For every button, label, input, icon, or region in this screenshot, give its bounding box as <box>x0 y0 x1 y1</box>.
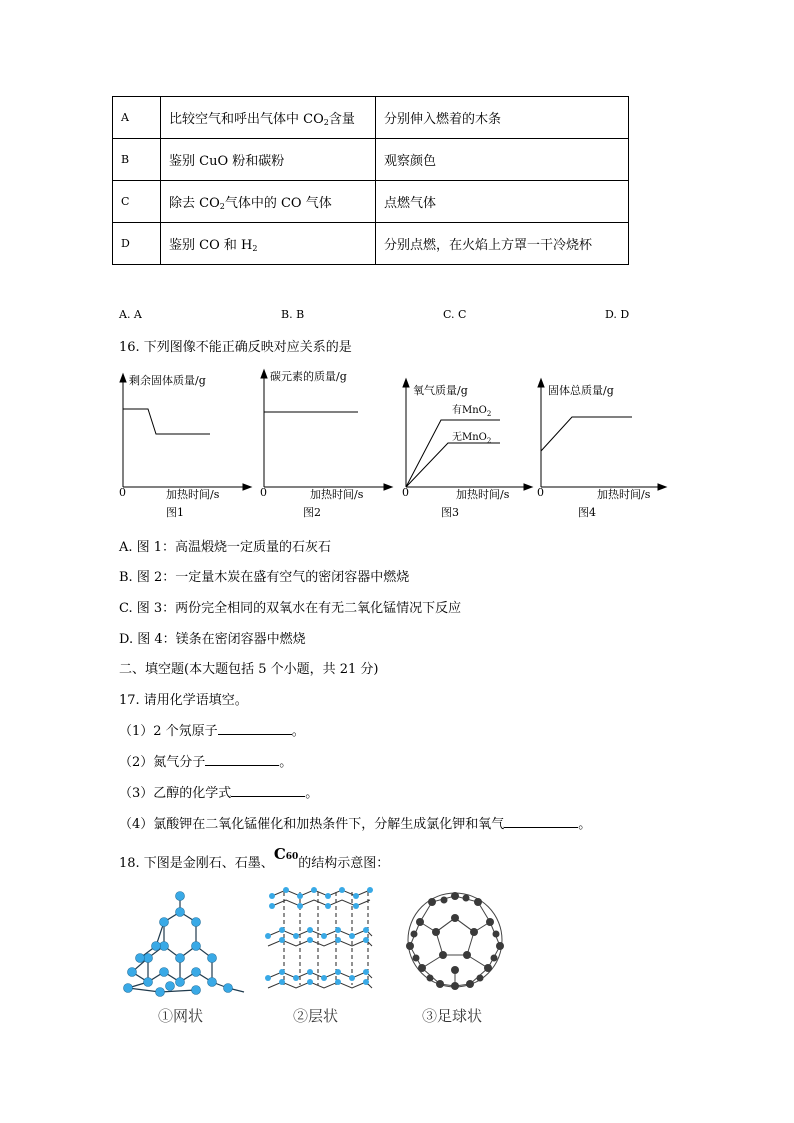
row-label: A <box>113 97 161 139</box>
answer-blank[interactable] <box>218 722 292 735</box>
g3-label-without-mno2: 无MnO$_2$ <box>452 432 492 445</box>
table-row <box>113 181 629 223</box>
q18-stem: 18. 下图是金刚石、石墨、$C^{60}$的结构示意图： <box>119 845 390 871</box>
row-label: B <box>113 139 161 181</box>
q17-stem: 17. 请用化学语填空。 <box>119 693 248 708</box>
q16-option-d[interactable]: D. 图 4：镁条在密闭容器中燃烧 <box>119 632 306 647</box>
q16-option-b[interactable]: B. 图 2：一定量木炭在盛有空气的密闭容器中燃烧 <box>119 570 410 585</box>
q16-option-c[interactable]: C. 图 3：两份完全相同的双氧水在有无二氧化锰情况下反应 <box>119 601 462 616</box>
graphite-structure <box>265 887 373 988</box>
table-row <box>113 97 629 139</box>
g3-caption: 图3 <box>441 506 459 519</box>
row-item: 除去 $CO_2$气体中的 CO 气体 <box>161 181 376 223</box>
diamond-structure <box>124 892 245 997</box>
row-item: 比较空气和呼出气体中 $CO_2$含量 <box>161 97 376 139</box>
q16-stem: 16. 下列图像不能正确反映对应关系的是 <box>119 340 352 355</box>
q17-item-3: （3）乙醇的化学式 。 <box>119 786 319 801</box>
table-row <box>113 139 629 181</box>
caption-c60: ③足球状 <box>422 1007 483 1025</box>
g2-xlabel: 加热时间/s <box>310 488 364 501</box>
q17-item-4: （4）氯酸钾在二氧化锰催化和加热条件下，分解生成氯化钾和氧气 。 <box>119 817 592 832</box>
row-item: 鉴别 CuO 粉和碳粉 <box>161 139 376 181</box>
q17-item-1: （1）2 个氖原子 。 <box>119 724 305 739</box>
g1-xlabel: 加热时间/s <box>166 488 220 501</box>
q16-option-a[interactable]: A. 图 1：高温煅烧一定质量的石灰石 <box>119 540 332 555</box>
row-label: D <box>113 223 161 265</box>
g1-origin: 0 <box>119 486 126 499</box>
q15-choice-c[interactable]: C. C <box>443 308 467 321</box>
g1-caption: 图1 <box>166 506 184 519</box>
q15-options-table <box>112 96 629 265</box>
g4-ylabel: 固体总质量/g <box>548 384 614 397</box>
g3-label-with-mno2: 有MnO$_2$ <box>452 405 492 418</box>
g2-ylabel: 碳元素的质量/g <box>270 370 347 383</box>
g3-origin: 0 <box>402 486 409 499</box>
g1-ylabel: 剩余固体质量/g <box>129 374 206 387</box>
answer-blank[interactable] <box>504 815 578 828</box>
g4-xlabel: 加热时间/s <box>597 488 651 501</box>
carbon-structures <box>0 880 794 1030</box>
row-method: 分别点燃，在火焰上方罩一干冷烧杯 <box>376 223 629 265</box>
section-heading: 二、填空题(本大题包括 5 个小题，共 21 分) <box>119 662 379 677</box>
row-label: C <box>113 181 161 223</box>
g4-origin: 0 <box>537 486 544 499</box>
q17-item-2: （2）氮气分子 。 <box>119 755 293 770</box>
answer-blank[interactable] <box>205 753 279 766</box>
g4-caption: 图4 <box>578 506 596 519</box>
q15-choice-a[interactable]: A. A <box>119 308 142 321</box>
caption-diamond: ①网状 <box>158 1007 204 1025</box>
caption-graphite: ②层状 <box>293 1007 339 1025</box>
g2-origin: 0 <box>260 486 267 499</box>
q15-choice-b[interactable]: B. B <box>281 308 305 321</box>
g2-caption: 图2 <box>303 506 321 519</box>
row-method: 观察颜色 <box>376 139 629 181</box>
row-method: 分别伸入燃着的木条 <box>376 97 629 139</box>
row-item: 鉴别 CO 和 $H_2$ <box>161 223 376 265</box>
q15-choice-d[interactable]: D. D <box>605 308 630 321</box>
row-method: 点燃气体 <box>376 181 629 223</box>
c60-structure <box>406 892 504 990</box>
answer-blank[interactable] <box>231 784 305 797</box>
q16-graphs <box>0 362 794 522</box>
g3-xlabel: 加热时间/s <box>456 488 510 501</box>
table-row <box>113 223 629 265</box>
g3-ylabel: 氧气质量/g <box>413 384 468 397</box>
